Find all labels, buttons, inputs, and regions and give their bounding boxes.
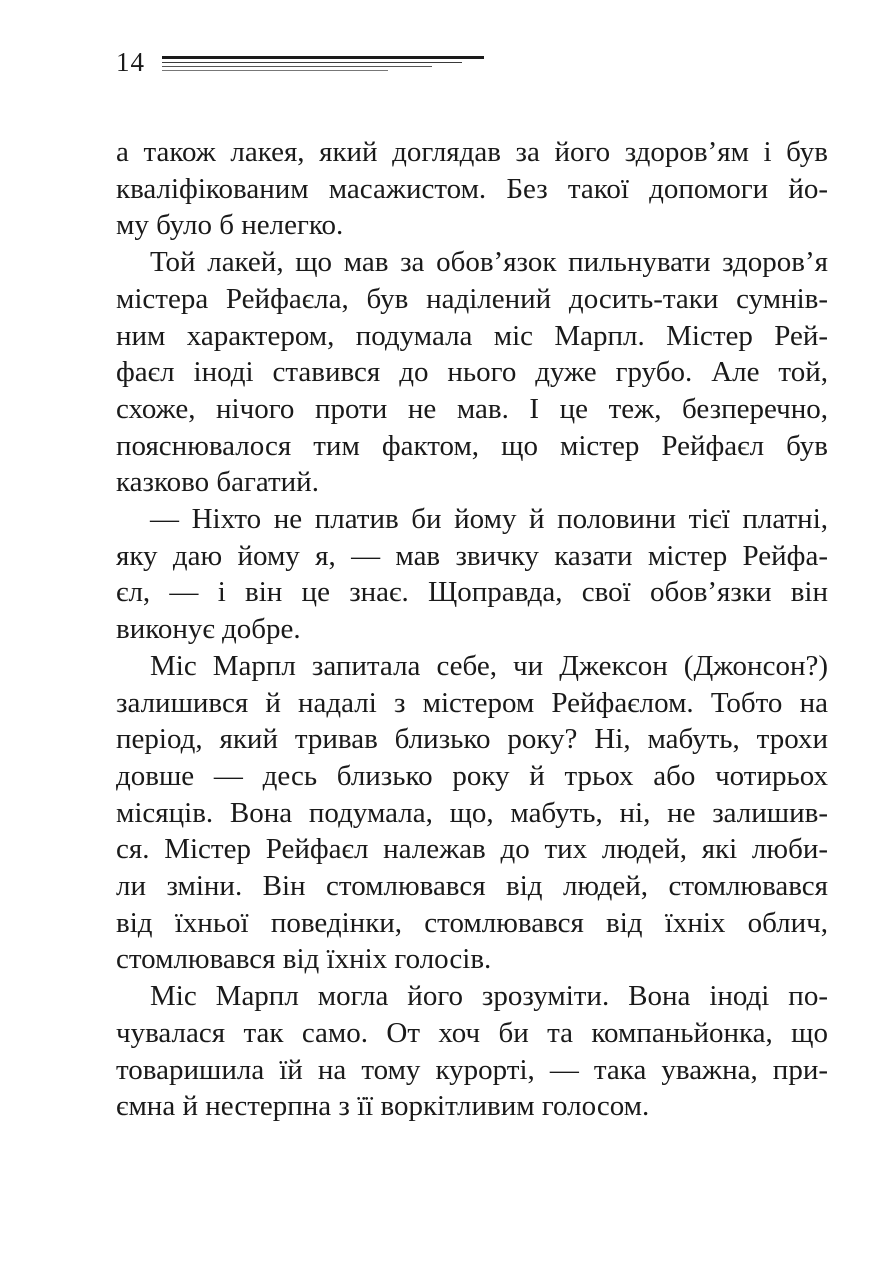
- text-line: виконує добре.: [116, 613, 301, 646]
- page-number: 14: [116, 47, 145, 77]
- text-line: яку даю йому я, — мав звичку казати містер Рейфа-: [116, 539, 828, 572]
- text-line: а також лакея, який доглядав за його здоров’ям і був: [116, 136, 828, 168]
- text-line: пояснювалося тим фактом, що містер Рейфаєл був: [116, 429, 828, 462]
- header-rule: [162, 70, 388, 71]
- text-line: довше — десь близько року й трьох або чотирьох: [116, 759, 828, 792]
- body-text: [116, 134, 828, 1125]
- text-line: казково багатий.: [116, 466, 319, 499]
- text-line: схоже, нічого проти не мав. І це теж, безперечно,: [116, 392, 828, 425]
- text-line: період, який тривав близько року? Ні, мабуть, трохи: [116, 723, 828, 756]
- text-line: містера Рейфаєла, був наділений досить-таки сумнів-: [116, 282, 828, 315]
- text-line: Той лакей, що мав за обов’язок пильнувати здоров’я: [150, 246, 828, 279]
- text-line: єл, — і він це знає. Щоправда, свої обов’язки він: [116, 576, 828, 609]
- text-line: ли зміни. Він стомлювався від людей, стомлювався: [116, 870, 828, 903]
- header-rule: [162, 66, 432, 67]
- paragraph: [116, 648, 828, 978]
- running-header: [116, 44, 488, 80]
- text-line: ємна й нестерпна з її воркітливим голосом.: [116, 1090, 650, 1123]
- text-line: фаєл іноді ставився до нього дуже грубо. Але той,: [116, 356, 828, 389]
- text-line: стомлювався від їхніх голосів.: [116, 943, 492, 976]
- text-line: чувалася так само. От хоч би та компаньйонка, що: [116, 1016, 828, 1049]
- paragraph: [116, 501, 828, 648]
- text-line: місяців. Вона подумала, що, мабуть, ні, не залишив-: [116, 796, 828, 829]
- header-rule: [162, 56, 484, 59]
- paragraph: [116, 978, 828, 1125]
- text-line: від їхньої поведінки, стомлювався від їхніх облич,: [116, 906, 828, 939]
- paragraph: [116, 244, 828, 501]
- text-line: кваліфікованим масажистом. Без такої допомоги йо-: [116, 172, 828, 205]
- header-rule: [162, 62, 462, 63]
- text-line: Міс Марпл запитала себе, чи Джексон (Джонсон?): [150, 649, 828, 682]
- paragraph: [116, 134, 828, 244]
- text-line: ним характером, подумала міс Марпл. Містер Рей-: [116, 319, 828, 352]
- text-line: товаришила їй на тому курорті, — така уважна, при-: [116, 1053, 828, 1086]
- text-line: ся. Містер Рейфаєл належав до тих людей, які люби-: [116, 833, 828, 866]
- text-line: залишився й надалі з містером Рейфаєлом. Тобто на: [116, 686, 828, 719]
- text-line: — Ніхто не платив би йому й половини тієї платні,: [150, 503, 828, 536]
- text-line: Міс Марпл могла його зрозуміти. Вона іноді по-: [150, 980, 828, 1013]
- text-line: му було б нелегко.: [116, 209, 344, 242]
